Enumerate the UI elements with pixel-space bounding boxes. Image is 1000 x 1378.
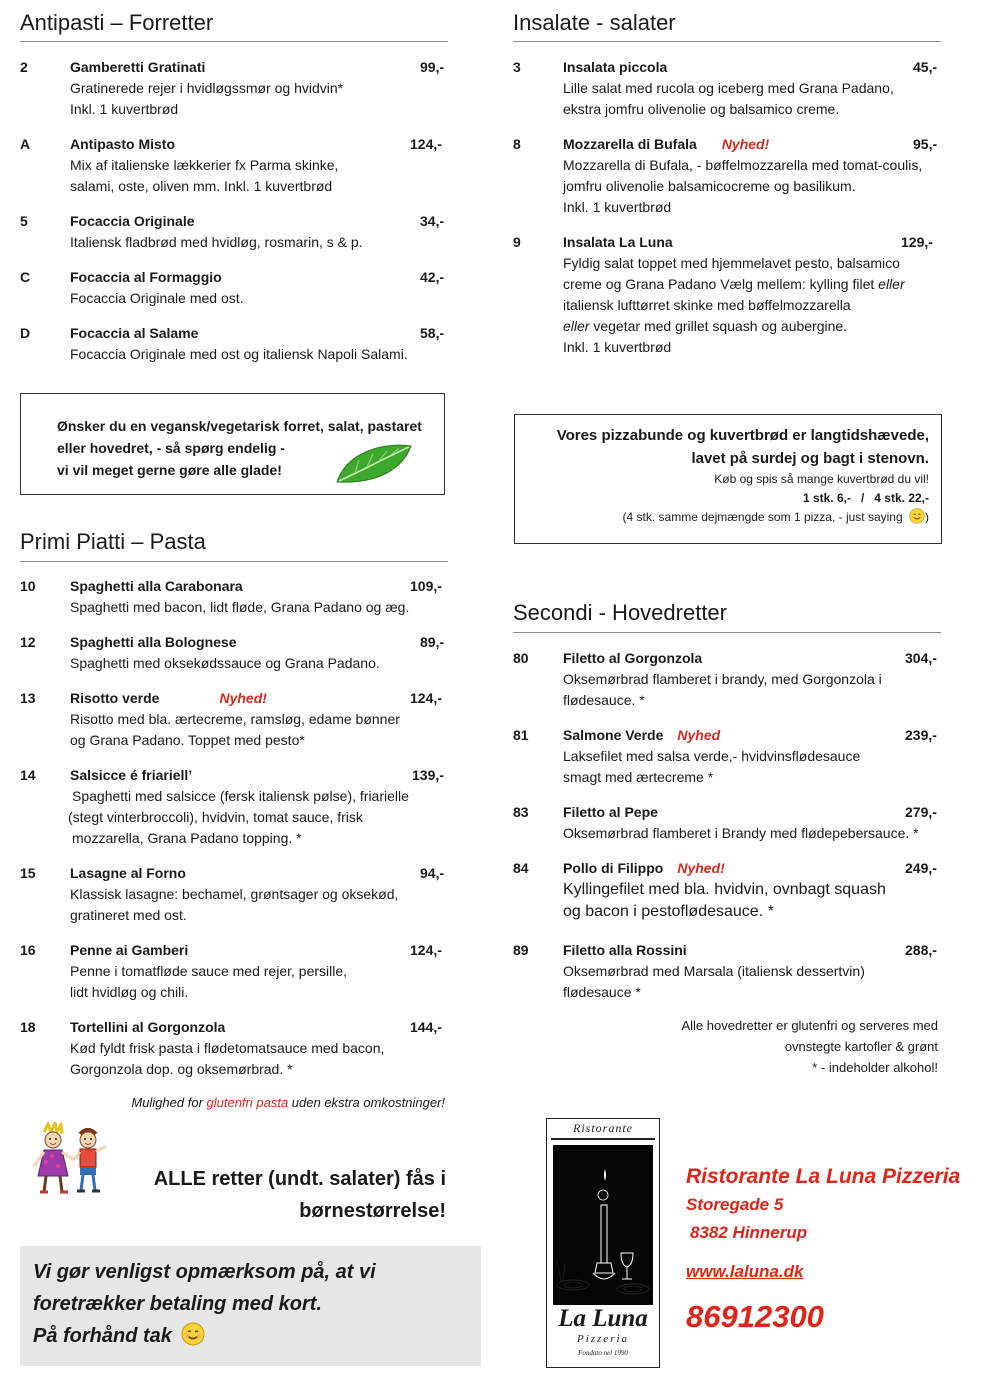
bread-info-box: [514, 414, 942, 544]
menu-item-description: Focaccia Originale med ost.: [70, 290, 244, 306]
menu-item-name-text: Filetto alla Rossini: [563, 942, 687, 958]
logo-main-text: La Luna: [558, 1305, 648, 1332]
menu-item-name: [563, 725, 720, 746]
contact-website-link[interactable]: www.laluna.dk: [686, 1262, 804, 1281]
secondi-note-line-1: Alle hovedretter er glutenfri og serveres med: [681, 1018, 938, 1033]
italic-eller: eller: [874, 276, 905, 292]
menu-item-number: 2: [20, 59, 28, 75]
menu-item-name: [70, 688, 267, 709]
menu-item-description: Oksemørbrad med Marsala (italiensk dessertvin): [563, 963, 865, 979]
menu-item-name: [563, 57, 667, 78]
menu-item-name-text: Salsicce é friariell’: [70, 767, 193, 783]
menu-item-description: og bacon i pestoflødesauce. *: [563, 903, 774, 920]
menu-item-name: [70, 57, 205, 78]
menu-item-description: Gratinerede rejer i hvidløgssmør og hvidvin*: [70, 80, 344, 96]
antipasti-heading: Antipasti – Forretter: [20, 10, 214, 35]
menu-item-description: Gorgonzola dop. og oksemørbrad. *: [70, 1061, 293, 1077]
new-badge: Nyhed!: [219, 690, 267, 706]
divider: [513, 41, 941, 42]
new-badge: Nyhed: [677, 727, 721, 743]
menu-item: [20, 576, 446, 618]
menu-item: [513, 57, 939, 120]
menu-item-price: 288,-: [905, 942, 937, 958]
menu-item-description: Fyldig salat toppet med hjemmelavet pesto, balsamico: [563, 255, 900, 271]
menu-item-price: 124,-: [410, 136, 442, 152]
menu-item: [513, 648, 939, 711]
menu-item-description: Risotto med bla. ærtecreme, ramsløg, edame bønner: [70, 711, 400, 727]
logo-top-text: Ristorante: [573, 1121, 633, 1135]
menu-item-price: 58,-: [420, 325, 445, 341]
payment-line-2: foretrækker betaling med kort.: [33, 1293, 322, 1315]
menu-item-name: [70, 211, 195, 232]
menu-item-description: Penne i tomatfløde sauce med rejer, persille,: [70, 963, 348, 979]
insalate-heading: Insalate - salater: [513, 10, 676, 35]
menu-item-number: 9: [513, 234, 521, 250]
menu-item: [20, 863, 446, 926]
menu-item-number: A: [20, 136, 31, 152]
logo-founded-text: Fondato nel 1990: [578, 1349, 628, 1357]
menu-item-description: creme og Grana Padano Vælg mellem: kylling filet eller: [563, 276, 905, 292]
menu-item-price: 304,-: [905, 650, 937, 666]
menu-item: [20, 765, 446, 849]
menu-item-price: 124,-: [410, 942, 442, 958]
logo-sub-text: Pizzeria: [576, 1333, 630, 1345]
leaf-icon: [333, 442, 415, 486]
menu-item-description: Spaghetti med salsicce (fersk italiensk pølse), friarielle: [72, 788, 409, 804]
menu-item-name: [70, 632, 236, 653]
smiley-icon: [909, 508, 925, 524]
menu-item-name-text: Insalata La Luna: [563, 234, 673, 250]
menu-item-description: Mix af italienske lækkerier fx Parma skinke,: [70, 157, 339, 173]
menu-item-name-text: Gamberetti Gratinati: [70, 59, 206, 75]
new-badge: Nyhed!: [677, 860, 725, 876]
menu-item-number: 5: [20, 213, 28, 229]
divider: [513, 632, 941, 633]
smiley-icon: [181, 1322, 205, 1346]
menu-item-name-text: Focaccia Originale: [70, 213, 195, 229]
secondi-note: [560, 1015, 938, 1078]
bread-prices: 1 stk. 6,- / 4 stk. 22,-: [802, 491, 929, 505]
menu-item-description: jomfru olivenolie balsamicocreme og basilikum.: [563, 178, 856, 194]
menu-item-number: 14: [20, 767, 36, 783]
menu-item-name: [70, 1017, 225, 1038]
payment-notice: [20, 1246, 481, 1366]
menu-item-description: Focaccia Originale med ost og italiensk Napoli Salami.: [70, 346, 408, 362]
menu-item-number: 8: [513, 136, 521, 152]
kids-line-1: ALLE retter (undt. salater) fås i: [153, 1168, 446, 1190]
menu-item-price: 279,-: [905, 804, 937, 820]
menu-item-name-text: Filetto al Pepe: [563, 804, 658, 820]
menu-item-description: Spaghetti med oksekødssauce og Grana Padano.: [70, 655, 380, 671]
menu-item-name-text: Tortellini al Gorgonzola: [70, 1019, 226, 1035]
menu-item-name-text: Mozzarella di Bufala: [563, 136, 697, 152]
menu-item-name: [70, 765, 192, 786]
bread-line-5-text: (4 stk. samme dejmængde som 1 pizza, - just saying: [622, 510, 903, 524]
menu-item-name: [70, 863, 186, 884]
menu-item-price: 95,-: [913, 136, 938, 152]
kids-line-2: børnestørrelse!: [299, 1200, 446, 1222]
menu-item-name: [70, 576, 243, 597]
vegan-line-1: Ønsker du en vegansk/vegetarisk forret, salat, pastaret: [57, 418, 422, 434]
payment-line-3: På forhånd tak: [33, 1325, 172, 1347]
contact-street: Storegade 5: [686, 1195, 784, 1214]
menu-item-number: 13: [20, 690, 36, 706]
contact-phone[interactable]: 86912300: [686, 1299, 824, 1334]
menu-item-number: 10: [20, 578, 36, 594]
menu-item-description: og Grana Padano. Toppet med pesto*: [70, 732, 305, 748]
menu-item-name: [563, 134, 769, 155]
menu-item-number: 80: [513, 650, 529, 666]
menu-item-description: ekstra jomfru olivenolie og balsamico creme.: [563, 101, 840, 117]
menu-item-price: 34,-: [420, 213, 445, 229]
menu-item-name: [563, 648, 702, 669]
kids-portion-note: [110, 1163, 446, 1227]
menu-item: [20, 1017, 446, 1080]
menu-item-number: 84: [513, 860, 529, 876]
bread-line-5-end: ): [925, 510, 929, 524]
menu-item-name: [563, 232, 673, 253]
menu-item: [513, 725, 939, 788]
secondi-note-line-2: ovnstegte kartofler & grønt: [784, 1039, 938, 1054]
menu-item-name-text: Salmone Verde: [563, 727, 664, 743]
menu-item-price: 139,-: [412, 767, 444, 783]
menu-item-number: C: [20, 269, 31, 285]
menu-item-number: 16: [20, 942, 36, 958]
menu-item-number: 18: [20, 1019, 36, 1035]
menu-item-price: 129,-: [901, 234, 933, 250]
menu-item: [20, 267, 446, 309]
menu-item-description: Italiensk fladbrød med hvidløg, rosmarin, s & p.: [70, 234, 363, 250]
menu-item-name-text: Risotto verde: [70, 690, 160, 706]
menu-item-description: Inkl. 1 kuvertbrød: [70, 101, 179, 117]
menu-item-name-text: Spaghetti alla Bolognese: [70, 634, 237, 650]
divider: [20, 561, 448, 562]
vegan-line-2: eller hovedret, - så spørg endelig -: [57, 440, 285, 456]
menu-item-name: [563, 940, 687, 961]
menu-item-description: mozzarella, Grana Padano topping. *: [72, 830, 302, 846]
bread-line-1: Vores pizzabunde og kuvertbrød er langtidshævede,: [556, 427, 929, 444]
menu-item-number: 15: [20, 865, 36, 881]
menu-item-name: [70, 940, 188, 961]
menu-item-description: flødesauce. *: [563, 692, 645, 708]
menu-item-name: [563, 858, 725, 879]
bread-line-2: lavet på surdej og bagt i stenovn.: [691, 450, 929, 467]
menu-item-description: Kyllingefilet med bla. hvidvin, ovnbagt squash: [563, 881, 886, 898]
primi-heading: Primi Piatti – Pasta: [20, 529, 206, 554]
menu-item-name-text: Pollo di Filippo: [563, 860, 664, 876]
menu-item-description: eller vegetar med grillet squash og aubergine.: [563, 318, 848, 334]
contact-block: [686, 1163, 960, 1339]
menu-item-description: gratineret med ost.: [70, 907, 187, 923]
divider: [20, 41, 448, 42]
menu-item-name-text: Antipasto Misto: [70, 136, 175, 152]
menu-item-description: Inkl. 1 kuvertbrød: [563, 339, 672, 355]
menu-item-number: 12: [20, 634, 36, 650]
restaurant-logo: [546, 1118, 660, 1368]
menu-item-name-text: Penne ai Gamberi: [70, 942, 189, 958]
menu-item-name-text: Lasagne al Forno: [70, 865, 186, 881]
menu-item-name-text: Spaghetti alla Carabonara: [70, 578, 243, 594]
menu-item: [20, 211, 446, 253]
italic-eller: eller: [563, 318, 594, 334]
menu-item-name: [70, 323, 198, 344]
menu-item-name-text: Focaccia al Formaggio: [70, 269, 222, 285]
menu-item: [513, 134, 939, 218]
menu-item: [20, 688, 446, 751]
menu-item-name: [563, 802, 658, 823]
menu-item-description: Inkl. 1 kuvertbrød: [563, 199, 672, 215]
menu-item-description: smagt med ærtecreme *: [563, 769, 714, 785]
menu-item-description: Lille salat med rucola og iceberg med Grana Padano,: [563, 80, 894, 96]
menu-item-number: 89: [513, 942, 529, 958]
bread-line-3: Køb og spis så mange kuvertbrød du vil!: [714, 472, 929, 486]
menu-item: [20, 632, 446, 674]
glutenfree-note-pre: Mulighed for: [131, 1095, 207, 1110]
menu-item-price: 99,-: [420, 59, 445, 75]
logo-rule: [551, 1138, 655, 1140]
menu-item-description: Klassisk lasagne: bechamel, grøntsager og oksekød,: [70, 886, 399, 902]
secondi-heading: Secondi - Hovedretter: [513, 600, 727, 625]
glutenfree-note-post: uden ekstra omkostninger!: [288, 1095, 445, 1110]
menu-item-price: 249,-: [905, 860, 937, 876]
vegan-info-box: [20, 393, 445, 495]
menu-item-price: 144,-: [410, 1019, 442, 1035]
menu-item-name: [70, 267, 222, 288]
menu-item-price: 42,-: [420, 269, 445, 285]
menu-item-description: flødesauce *: [563, 984, 641, 1000]
kids-illustration-icon: [30, 1122, 118, 1202]
contact-city: 8382 Hinnerup: [690, 1223, 808, 1242]
menu-item-price: 239,-: [905, 727, 937, 743]
menu-item-description: Mozzarella di Bufala, - bøffelmozzarella med tomat-coulis,: [563, 157, 923, 173]
menu-item-description: (stegt vinterbroccoli), hvidvin, tomat sauce, frisk: [68, 809, 363, 825]
menu-item-number: D: [20, 325, 31, 341]
menu-item-name-text: Focaccia al Salame: [70, 325, 199, 341]
menu-item-description: Laksefilet med salsa verde,- hvidvinsflødesauce: [563, 748, 861, 764]
menu-item-price: 109,-: [410, 578, 442, 594]
menu-item: [20, 134, 446, 197]
menu-item-description: italiensk lufttørret skinke med bøffelmozzarella: [563, 297, 851, 313]
menu-item-name-text: Filetto al Gorgonzola: [563, 650, 703, 666]
menu-item: [20, 323, 446, 365]
menu-item: [513, 232, 939, 358]
menu-item-price: 94,-: [420, 865, 445, 881]
menu-item-description: Oksemørbrad flamberet i Brandy med flødepebersauce. *: [563, 825, 919, 841]
payment-line-1: Vi gør venligst opmærksom på, at vi: [33, 1261, 376, 1283]
menu-item-name-text: Insalata piccola: [563, 59, 668, 75]
new-badge: Nyhed!: [721, 136, 770, 152]
menu-item-description: Spaghetti med bacon, lidt fløde, Grana Padano og æg.: [70, 599, 410, 615]
menu-item-price: 45,-: [913, 59, 938, 75]
glutenfree-note: [20, 1095, 445, 1110]
secondi-note-line-3: * - indeholder alkohol!: [812, 1060, 938, 1075]
menu-item-description: salami, oste, oliven mm. Inkl. 1 kuvertbrød: [70, 178, 333, 194]
contact-name: Ristorante La Luna Pizzeria: [686, 1165, 961, 1188]
vegan-line-3: vi vil meget gerne gøre alle glade!: [57, 462, 282, 478]
menu-item-description: Kød fyldt frisk pasta i flødetomatsauce med bacon,: [70, 1040, 385, 1056]
candle-icon: [547, 1149, 659, 1319]
menu-item-number: 81: [513, 727, 529, 743]
bread-line-5: [557, 508, 929, 527]
menu-item-number: 3: [513, 59, 521, 75]
menu-item-description: lidt hvidløg og chili.: [70, 984, 189, 1000]
menu-item: [513, 940, 939, 1003]
menu-item-description: Oksemørbrad flamberet i brandy, med Gorgonzola i: [563, 671, 882, 687]
menu-item: [513, 858, 939, 921]
menu-item: [513, 802, 939, 844]
menu-item-price: 124,-: [410, 690, 442, 706]
menu-item: [20, 940, 446, 1003]
menu-item-name: [70, 134, 175, 155]
payment-line-3-row: [33, 1320, 376, 1352]
menu-item-number: 83: [513, 804, 529, 820]
glutenfree-note-highlight: glutenfri pasta: [206, 1095, 289, 1110]
menu-item-price: 89,-: [420, 634, 445, 650]
menu-item: [20, 57, 446, 120]
